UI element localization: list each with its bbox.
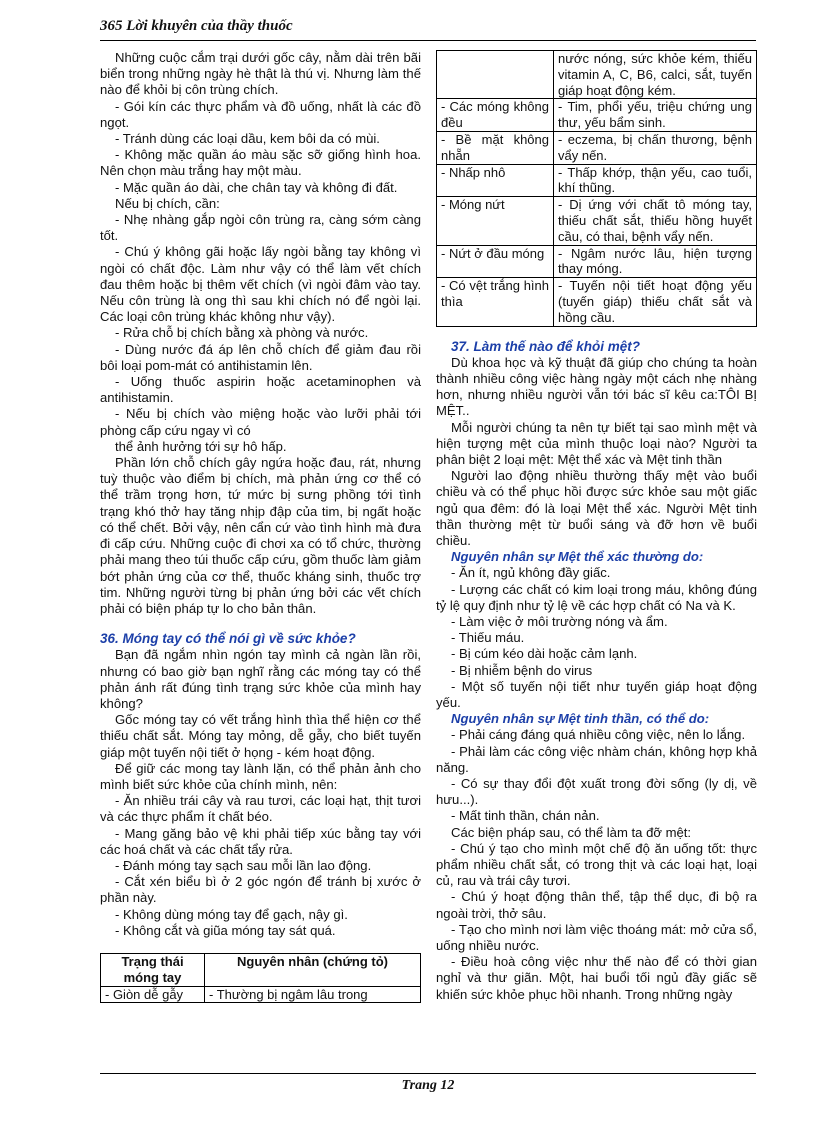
table-cell-state: - Nhấp nhô	[437, 164, 554, 197]
page-number: Trang 12	[401, 1078, 455, 1093]
list-item: - Một số tuyến nội tiết như tuyến giáp hoạt động yếu.	[436, 678, 757, 711]
paragraph: Để giữ các mong tay lành lặn, có thể phản ảnh cho mình biết sức khỏe của chính mình, nên:	[100, 760, 421, 792]
book-title: 365 Lời khuyên của thầy thuốc	[100, 18, 293, 34]
paragraph: Nếu bị chích, cần:	[115, 195, 220, 211]
left-column	[100, 50, 421, 1003]
mental-causes-title: Nguyên nhân sự Mệt tinh thần, có thể do:	[451, 711, 710, 727]
list-item: - Thiếu máu.	[451, 630, 525, 646]
paragraph: Mỗi người chúng ta nên tự biết tại sao mình mệt và hiện tượng mệt của mình thuộc loại nào? Người ta phân biệt 2 loại mệt: Mệt thể xác và Mệt tinh thần	[436, 419, 757, 467]
table-cell-cause: - Thường bị ngâm lâu trong	[205, 986, 421, 1003]
table-row	[437, 197, 757, 245]
paragraph: Gốc móng tay có vết trắng hình thìa thể hiện cơ thể thiếu chất sắt. Móng tay mỏng, dễ gẫy, cho biết tuyến giáp một tuyến nội tiết ở họng - kém hoạt động.	[100, 712, 421, 760]
paragraph: - Gói kín các thực phẩm và đồ uống, nhất là các đồ ngọt.	[100, 98, 421, 130]
paragraph: Người lao động nhiều thường thấy mệt vào buổi chiều và có thể phục hồi được sức khỏe sau một giấc ngủ qua đêm: đó là loại Mệt thể xác. Người Mệt tinh thần thường mệt từ buổi sáng và đỡ hơn về buổi chiều.	[436, 468, 757, 548]
table-cell-state: - Các móng không đều	[437, 99, 554, 132]
paragraph: - Không mặc quần áo màu sặc sỡ giống hình hoa. Nên chọn màu trắng hay một màu.	[100, 147, 421, 179]
list-item: - Ăn ít, ngủ không đầy giấc.	[451, 565, 611, 581]
page-header	[100, 14, 756, 41]
paragraph: - Đánh móng tay sạch sau mỗi lần lao động.	[115, 857, 372, 873]
table-row	[437, 99, 757, 132]
table-cell-state: - Nứt ở đầu móng	[437, 245, 554, 278]
paragraph: - Không cắt và giũa móng tay sát quá.	[115, 922, 336, 938]
paragraph: - Tránh dùng các loại dầu, kem bôi da có mùi.	[115, 131, 380, 147]
paragraph: - Dùng nước đá áp lên chỗ chích để giảm đau rồi bôi loại pom-mát có antihistamin lên.	[100, 341, 421, 373]
table-row	[437, 164, 757, 197]
nail-table-part2	[436, 50, 757, 327]
table-cell-state: - Giòn dễ gẫy	[101, 986, 205, 1003]
paragraph: - Nếu bị chích vào miệng hoặc vào lưỡi phải tới phòng cấp cứu ngay vì có	[100, 406, 421, 438]
paragraph: - Nhẹ nhàng gắp ngòi côn trùng ra, càng sớm càng tốt.	[100, 212, 421, 244]
paragraph: Phần lớn chỗ chích gây ngứa hoặc đau, rát, nhưng tuỳ thuộc vào điểm bị chích, mà phản ứng cơ thể có thể trầm trọng hơn, tứ mức bị sưng phồng tới tình trạng khó thở hay tăng nhịp đập của tim, bị ngất hoặc có thể chết. Bởi vậy, nên cẩn cứ vào tình hình mà đưa đi cấp cứu. Những cuộc đi chơi xa có tổ chức, thường phải mang theo túi thuốc cấp cứu, gồm thuốc làm giảm bớt phản ứng của cơ thể, thuốc kháng sinh, thuốc trợ tim. Những người từng bị phản ứng bởi các vết chích phải có biện pháp tự lo cho bản thân.	[100, 455, 421, 616]
paragraph: Bạn đã ngắm nhìn ngón tay mình cả ngàn lần rồi, nhưng có bao giờ bạn nghĩ rằng các móng tay có thể phản ánh rất đúng tình trạng sức khỏe của mình hay không?	[100, 647, 421, 711]
table-cell-state: - Móng nứt	[437, 197, 554, 245]
page-footer	[100, 1073, 756, 1094]
list-item: - Mất tinh thần, chán nản.	[451, 808, 600, 824]
section-37-title: 37. Làm thế nào để khỏi mệt?	[451, 338, 641, 354]
nail-table-part1	[100, 953, 421, 1003]
table-row	[437, 131, 757, 164]
table-cell-cause: - eczema, bị chấn thương, bệnh vẩy nến.	[554, 131, 757, 164]
right-column	[436, 50, 757, 1003]
table-row	[437, 51, 757, 99]
table-cell-cause: - Tuyến nội tiết hoạt động yếu (tuyến giáp) thiếu chất sắt và hồng cầu.	[554, 278, 757, 326]
list-item: - Chú ý hoạt động thân thể, tập thể dục, đi bộ ra ngoài trời, thở sâu.	[436, 889, 757, 921]
physical-causes-title: Nguyên nhân sự Mệt thể xác thường do:	[451, 549, 704, 565]
table-header-state: Trạng thái móng tay	[101, 953, 205, 986]
paragraph: - Mặc quần áo dài, che chân tay và không đi đất.	[115, 179, 398, 195]
table-cell-cause: - Tim, phổi yếu, triệu chứng ung thư, yếu bẩm sinh.	[554, 99, 757, 132]
list-item: - Có sự thay đổi đột xuất trong đời sống (ly dị, về hưu...).	[436, 776, 757, 808]
list-item: - Chú ý tạo cho mình một chế độ ăn uống tốt: thực phẩm nhiều chất sắt, có trong thịt và các loại hạt, loại củ, rau và trái cây tươi.	[436, 840, 757, 889]
paragraph: Dù khoa học và kỹ thuật đã giúp cho chúng ta hoàn thành nhiều công việc hàng ngày một cách nhẹ nhàng hơn, nhưng nhiều người vẫn tới bác sĩ kêu ca:TÔI BỊ MỆT..	[436, 354, 757, 419]
list-item: - Tạo cho mình nơi làm việc thoáng mát: mở cửa sổ, uống nhiều nước.	[436, 921, 757, 954]
table-row	[437, 278, 757, 326]
table-cell-state	[437, 51, 554, 99]
list-item: - Bị cúm kéo dài hoặc cảm lạnh.	[451, 646, 638, 662]
paragraph: - Uống thuốc aspirin hoặc acetaminophen và antihistamin.	[100, 374, 421, 406]
list-item: - Điều hoà công việc như thế nào để có thời gian nghỉ và thư giãn. Một, hai buổi tối ngủ đầy giấc sẽ khiến sức khỏe phục hồi nhanh. Trong những ngày	[436, 954, 757, 1002]
paragraph: - Ăn nhiều trái cây và rau tươi, các loại hạt, thịt tươi và các thực phẩm ít chất béo.	[100, 793, 421, 825]
table-cell-state: - Có vệt trắng hình thìa	[437, 278, 554, 326]
table-row	[101, 986, 421, 1003]
table-cell-cause: nước nóng, sức khỏe kém, thiếu vitamin A, C, B6, calci, sắt, tuyến giáp hoạt động kém.	[554, 51, 757, 99]
paragraph: - Không dùng móng tay để gạch, nậy gì.	[115, 906, 348, 922]
list-item: - Bị nhiễm bệnh do virus	[451, 662, 593, 678]
table-cell-cause: - Thấp khớp, thận yếu, cao tuổi, khí thũng.	[554, 164, 757, 197]
paragraph: - Chú ý không gãi hoặc lấy ngòi bằng tay không vì ngòi có chất độc. Làm như vậy có thể làm vết chích đau thêm hoặc bị thêm vết chích (vì ngòi đâm vào tay. Nếu côn trùng là ong thì sau khi chích nó để ngòi lại. Các loại côn trùng khác không như vậy).	[100, 244, 421, 325]
table-header-row	[101, 953, 421, 986]
paragraph: thể ảnh hưởng tới sự hô hấp.	[115, 438, 287, 454]
table-cell-cause: - Ngâm nước lâu, hiện tượng thay móng.	[554, 245, 757, 278]
paragraph: - Cắt xén biểu bì ở 2 góc ngón để tránh bị xước ở phần này.	[100, 874, 421, 906]
table-header-cause: Nguyên nhân (chứng tỏ)	[205, 953, 421, 986]
paragraph: - Mang găng bảo vệ khi phải tiếp xúc bằng tay với các hoá chất và các chất tẩy rửa.	[100, 825, 421, 857]
list-item: - Lượng các chất có kim loại trong máu, không đúng tỷ lệ quy định như tỷ lệ về các hợp chất có Na và K.	[436, 581, 757, 613]
table-row	[437, 245, 757, 278]
paragraph: - Rửa chỗ bị chích bằng xà phòng và nước.	[115, 325, 369, 341]
list-item: Các biện pháp sau, có thể làm ta đỡ mệt:	[451, 824, 692, 840]
section-36-title: 36. Móng tay có thể nói gì về sức khỏe?	[100, 631, 356, 647]
paragraph: Những cuộc cắm trại dưới gốc cây, nằm dài trên bãi biển trong những ngày hè thật là thú vị. Nhưng làm thế nào để khỏi bị côn trùng chích.	[100, 50, 421, 98]
table-cell-cause: - Dị ứng với chất tô móng tay, thiếu chất sắt, thiếu hồng huyết cầu, có thai, bệnh vẩy nến.	[554, 197, 757, 245]
table-cell-state: - Bề mặt không nhẵn	[437, 131, 554, 164]
list-item: - Phải cáng đáng quá nhiều công việc, nên lo lắng.	[451, 727, 746, 743]
list-item: - Phải làm các công việc nhàm chán, không hợp khả năng.	[436, 743, 757, 775]
list-item: - Làm việc ở môi trường nóng và ẩm.	[451, 614, 668, 629]
